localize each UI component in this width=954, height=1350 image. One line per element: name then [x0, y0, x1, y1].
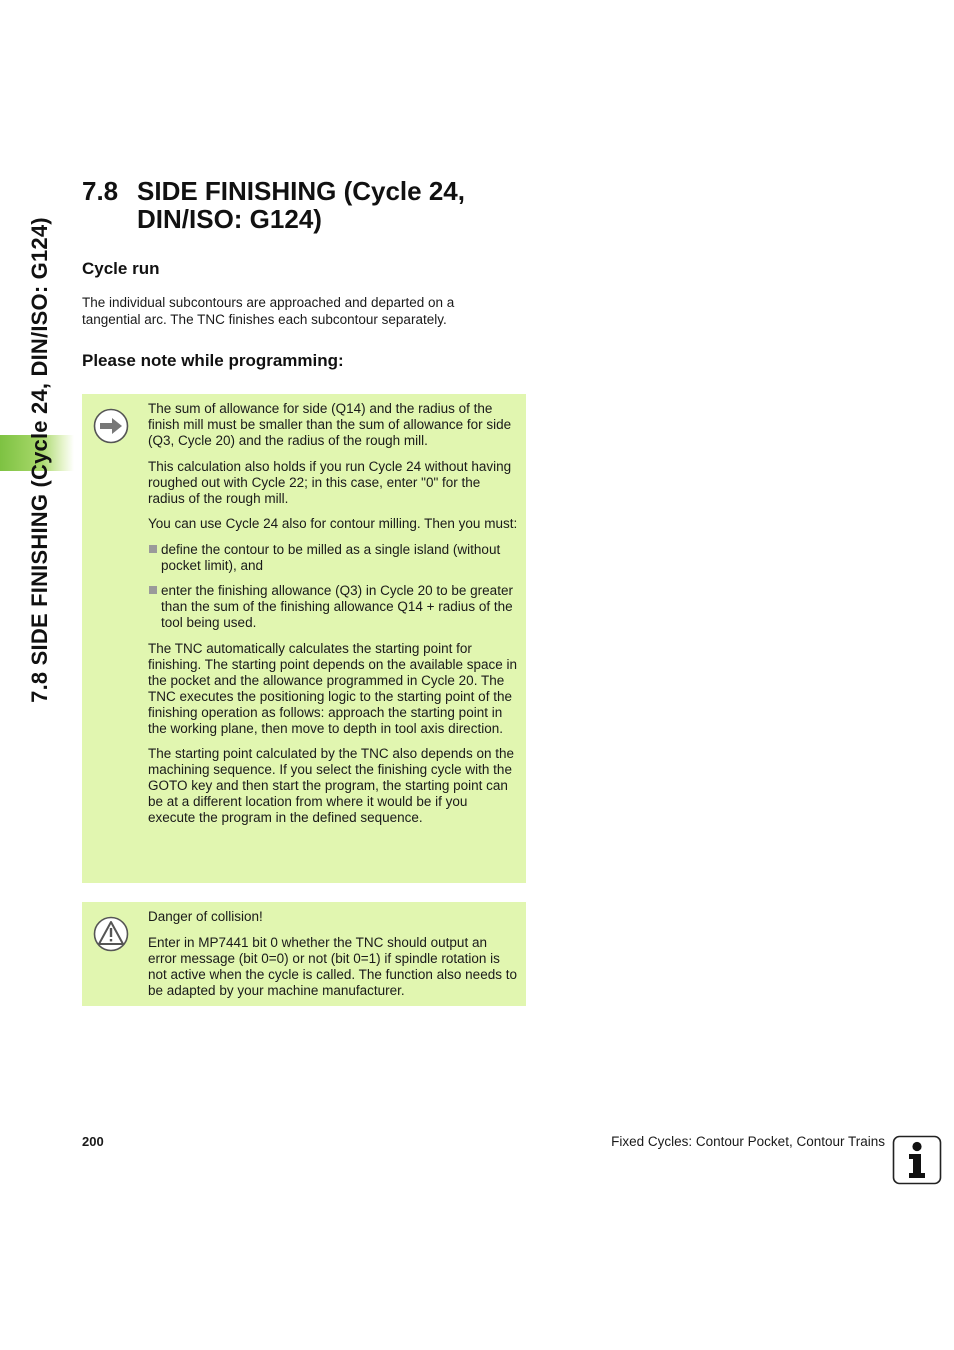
note-paragraph: You can use Cycle 24 also for contour milling. Then you must:	[148, 516, 518, 531]
warning-text: Enter in MP7441 bit 0 whether the TNC should output an error message (bit 0=0) or not (bit 0=1) if spindle rotation is not active when the cycle is called. The function also needs to be adapted by your machine manufacturer.	[148, 934, 517, 998]
chapter-title-line-1: SIDE FINISHING (Cycle 24,	[137, 176, 465, 206]
note-paragraph: The sum of allowance for side (Q14) and the radius of the finish mill must be smaller than the sum of allowance for side (Q3, Cycle 20) and the radius of the rough mill.	[148, 401, 512, 448]
info-icon	[892, 1135, 942, 1185]
note-paragraph: The starting point calculated by the TNC also depends on the machining sequence. If you select the finishing cycle with the GOTO key and then start the program, the starting point can be at a different location from where it would be if you execute the program in the defined sequence.	[148, 746, 514, 825]
note-bullet-item	[148, 542, 518, 574]
warning-title: Danger of collision!	[148, 909, 263, 924]
note-bullet-text: define the contour to be milled as a single island (without pocket limit), and	[161, 541, 501, 573]
arrow-right-icon	[92, 407, 130, 445]
bullet-square-icon	[149, 545, 157, 553]
bullet-square-icon	[149, 586, 157, 594]
cycle-run-heading: Cycle run	[82, 259, 160, 278]
warning-note-body	[148, 909, 518, 1008]
side-running-title-text: 7.8 SIDE FINISHING (Cycle 24, DIN/ISO: G124)	[27, 217, 52, 703]
note-paragraph: This calculation also holds if you run Cycle 24 without having roughed out with Cycle 22; in this case, enter "0" for the radius of the rough mill.	[148, 458, 512, 506]
programming-note-body	[148, 401, 518, 836]
note-bullet-text: enter the finishing allowance (Q3) in Cycle 20 to be greater than the sum of the finishing allowance Q14 + radius of the tool being used.	[161, 583, 513, 630]
chapter-number: 7.8	[82, 176, 119, 206]
footer-chapter-title: Fixed Cycles: Contour Pocket, Contour Trains	[611, 1134, 885, 1149]
page-number: 200	[82, 1134, 104, 1149]
programming-heading: Please note while programming:	[82, 351, 344, 370]
note-paragraph: The TNC automatically calculates the starting point for finishing. The starting point depends on the available space in the pocket and the allowance programmed in Cycle 20. The TNC executes the positioning logic to the starting point of the finishing operation as follows: approach the starting point in the working plane, then move to depth in tool axis direction.	[148, 640, 518, 736]
cycle-run-text: The individual subcontours are approached and departed on a tangential arc. The TNC finishes each subcontour separately.	[82, 295, 455, 327]
note-bullet-item	[148, 583, 518, 631]
programming-note-box	[82, 394, 526, 883]
warning-triangle-icon	[92, 915, 130, 953]
warning-note-box	[82, 902, 526, 1006]
chapter-title-line-2: DIN/ISO: G124)	[137, 204, 322, 234]
